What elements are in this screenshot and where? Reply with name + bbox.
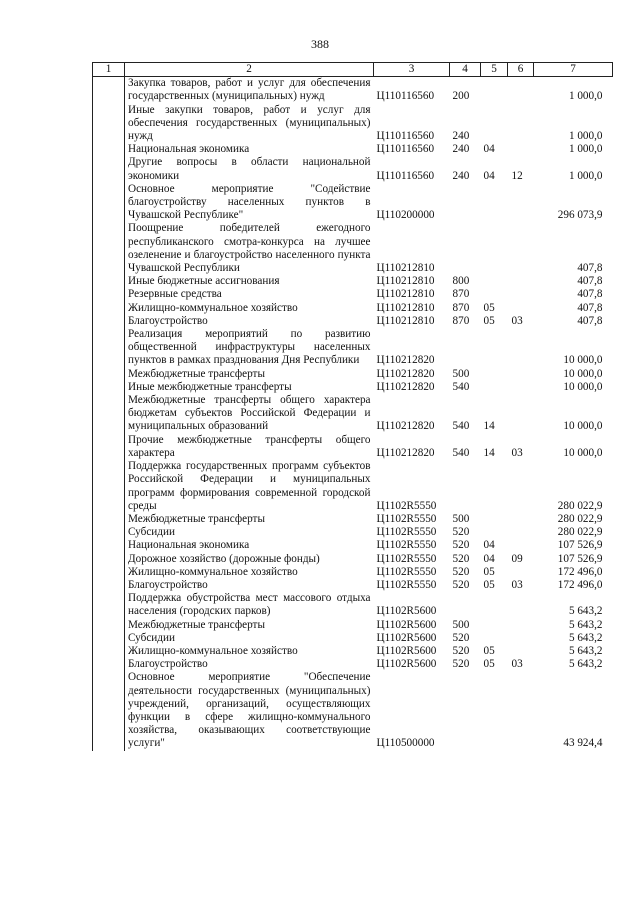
- row-col-1: [93, 288, 125, 301]
- row-subsection: 12: [511, 169, 523, 182]
- row-expense-type: 520: [452, 644, 470, 657]
- row-code: Ц110212820: [376, 367, 435, 380]
- row-expense-type: 870: [452, 301, 470, 314]
- table-row: [93, 645, 613, 658]
- row-expense-type: 500: [452, 618, 470, 631]
- row-name: Жилищно-коммунальное хозяйство: [128, 565, 298, 578]
- table-row: [93, 592, 613, 618]
- row-code: Ц110212820: [376, 354, 435, 367]
- row-code: Ц1102R5550: [376, 578, 437, 591]
- row-expense-type: 870: [452, 314, 470, 327]
- row-name: Межбюджетные трансферты: [128, 367, 265, 380]
- row-code: Ц110212810: [376, 301, 435, 314]
- row-section: [481, 275, 508, 288]
- row-subsection: 03: [511, 578, 523, 591]
- table-row: [93, 632, 613, 645]
- row-amount: 172 496,0: [557, 565, 603, 578]
- row-section: 05: [483, 578, 495, 591]
- row-amount: 296 073,9: [557, 209, 603, 222]
- row-section: [481, 619, 508, 632]
- row-subsection: [508, 671, 534, 750]
- row-col-1: [93, 645, 125, 658]
- table-row: [93, 275, 613, 288]
- row-section: [481, 526, 508, 539]
- row-name: Благоустройство: [128, 314, 208, 327]
- row-section: 05: [483, 565, 495, 578]
- row-amount: 10 000,0: [563, 446, 603, 459]
- row-section: [481, 222, 508, 275]
- row-col-1: [93, 328, 125, 368]
- row-expense-type: [450, 328, 481, 368]
- table-row: [93, 77, 613, 104]
- row-code: Ц110116560: [376, 90, 435, 103]
- row-amount: 107 526,9: [557, 552, 603, 565]
- row-name: Национальная экономика: [128, 143, 250, 156]
- header-col-2: 2: [125, 63, 374, 77]
- row-section: 04: [483, 552, 495, 565]
- page-number: 388: [311, 37, 329, 51]
- row-name: Дорожное хозяйство (дорожные фонды): [128, 552, 320, 565]
- row-name: Другие вопросы в области национальной экономики: [128, 156, 371, 182]
- row-name: Межбюджетные трансферты: [128, 512, 265, 525]
- row-subsection: [508, 381, 534, 394]
- row-expense-type: [450, 460, 481, 513]
- row-section: [481, 288, 508, 301]
- row-section: [481, 328, 508, 368]
- row-col-1: [93, 434, 125, 460]
- row-expense-type: 540: [452, 446, 470, 459]
- table-row: [93, 156, 613, 182]
- row-name: Межбюджетные трансферты общего характера бюджетам субъектов Российской Федерации и муниципальных образований: [128, 394, 371, 433]
- row-subsection: [508, 526, 534, 539]
- row-amount: 5 643,2: [568, 605, 603, 618]
- row-expense-type: 520: [452, 631, 470, 644]
- row-amount: 172 496,0: [557, 578, 603, 591]
- table-row: [93, 658, 613, 671]
- row-amount: 43 924,4: [563, 737, 603, 750]
- row-amount: 407,8: [577, 288, 603, 301]
- row-subsection: [508, 328, 534, 368]
- row-col-1: [93, 302, 125, 315]
- table-row: [93, 566, 613, 579]
- row-subsection: [508, 288, 534, 301]
- table-row: [93, 381, 613, 394]
- table-row: [93, 328, 613, 368]
- table-body: [93, 77, 613, 751]
- row-name: Субсидии: [128, 526, 175, 539]
- row-col-1: [93, 368, 125, 381]
- row-expense-type: 540: [452, 380, 470, 393]
- row-name: Жилищно-коммунальное хозяйство: [128, 644, 298, 657]
- row-expense-type: 800: [452, 275, 470, 288]
- row-amount: 280 022,9: [557, 526, 603, 539]
- header-col-6: 6: [508, 63, 534, 77]
- row-amount: 407,8: [577, 275, 603, 288]
- row-code: Ц110212820: [376, 380, 435, 393]
- row-name: Национальная экономика: [128, 539, 250, 552]
- row-expense-type: 520: [452, 526, 470, 539]
- row-code: Ц1102R5550: [376, 499, 437, 512]
- row-name: Иные закупки товаров, работ и услуг для обеспечения государственных (муниципальных) нужд: [128, 103, 371, 143]
- row-col-1: [93, 579, 125, 592]
- table-row: [93, 143, 613, 156]
- row-code: Ц110200000: [376, 209, 435, 222]
- row-expense-type: 870: [452, 288, 470, 301]
- row-section: 04: [483, 169, 495, 182]
- row-subsection: [508, 77, 534, 104]
- row-col-1: [93, 553, 125, 566]
- row-col-1: [93, 671, 125, 750]
- header-col-1: 1: [93, 63, 125, 77]
- table-row: [93, 434, 613, 460]
- row-section: [481, 513, 508, 526]
- row-col-1: [93, 460, 125, 513]
- row-code: Ц1102R5550: [376, 539, 437, 552]
- row-expense-type: 240: [452, 130, 470, 143]
- table-row: [93, 222, 613, 275]
- header-col-5: 5: [481, 63, 508, 77]
- row-subsection: [508, 632, 534, 645]
- row-code: Ц110116560: [376, 169, 435, 182]
- row-name: Поощрение победителей ежегодного республиканского смотра-конкурса на лучшее озеленение и благоустройство населенного пункта Чувашской Республики: [128, 222, 371, 275]
- row-code: Ц1102R5600: [376, 618, 437, 631]
- table-row: [93, 183, 613, 223]
- row-col-1: [93, 658, 125, 671]
- row-expense-type: [450, 183, 481, 223]
- row-name: Основное мероприятие "Обеспечение деятельности государственных (муниципальных) учреждений, организаций, осуществляющих функции в сфере жилищно-коммунального хозяйства, оказывающих соответствующие услуги": [128, 671, 371, 750]
- row-expense-type: [450, 592, 481, 618]
- row-section: 05: [483, 314, 495, 327]
- row-section: [481, 381, 508, 394]
- row-amount: 10 000,0: [563, 420, 603, 433]
- row-amount: 407,8: [577, 262, 603, 275]
- table-row: [93, 288, 613, 301]
- row-code: Ц110212820: [376, 446, 435, 459]
- row-amount: 1 000,0: [568, 130, 603, 143]
- row-expense-type: 240: [452, 169, 470, 182]
- row-code: Ц110212810: [376, 262, 435, 275]
- row-subsection: [508, 302, 534, 315]
- row-subsection: [508, 592, 534, 618]
- row-name: Благоустройство: [128, 578, 208, 591]
- row-code: Ц1102R5550: [376, 552, 437, 565]
- row-col-1: [93, 513, 125, 526]
- row-subsection: 03: [511, 314, 523, 327]
- row-name: Жилищно-коммунальное хозяйство: [128, 301, 298, 314]
- row-expense-type: 500: [452, 512, 470, 525]
- row-section: [481, 671, 508, 750]
- row-col-1: [93, 619, 125, 632]
- table-row: [93, 671, 613, 750]
- row-section: [481, 183, 508, 223]
- table-row: [93, 526, 613, 539]
- table-header: [93, 63, 613, 77]
- row-col-1: [93, 632, 125, 645]
- row-name: Поддержка обустройства мест массового отдыха населения (городских парков): [128, 592, 371, 618]
- row-section: 04: [483, 143, 495, 156]
- row-col-1: [93, 539, 125, 552]
- row-expense-type: [450, 671, 481, 750]
- row-code: Ц110500000: [376, 737, 435, 750]
- row-code: Ц110212810: [376, 288, 435, 301]
- row-col-1: [93, 183, 125, 223]
- row-name: Иные межбюджетные трансферты: [128, 380, 292, 393]
- row-name: Субсидии: [128, 631, 175, 644]
- table-row: [93, 460, 613, 513]
- row-subsection: [508, 222, 534, 275]
- table-row: [93, 368, 613, 381]
- row-expense-type: 520: [452, 658, 470, 671]
- row-section: [481, 104, 508, 144]
- row-expense-type: 540: [452, 420, 470, 433]
- row-subsection: 03: [511, 658, 523, 671]
- row-amount: 5 643,2: [568, 618, 603, 631]
- row-section: 05: [483, 644, 495, 657]
- row-subsection: [508, 539, 534, 552]
- row-expense-type: [450, 222, 481, 275]
- row-col-1: [93, 394, 125, 434]
- row-subsection: [508, 619, 534, 632]
- table-row: [93, 302, 613, 315]
- row-name: Закупка товаров, работ и услуг для обеспечения государственных (муниципальных) нужд: [128, 77, 371, 103]
- row-col-1: [93, 222, 125, 275]
- table-row: [93, 619, 613, 632]
- row-subsection: [508, 566, 534, 579]
- row-subsection: [508, 460, 534, 513]
- row-amount: 1 000,0: [568, 169, 603, 182]
- row-name: Иные бюджетные ассигнования: [128, 275, 280, 288]
- row-code: Ц1102R5600: [376, 605, 437, 618]
- row-name: Поддержка государственных программ субъектов Российской Федерации и муниципальных программ формирования современной городской среды: [128, 460, 371, 512]
- row-code: Ц110116560: [376, 130, 435, 143]
- row-section: [481, 368, 508, 381]
- row-subsection: [508, 394, 534, 434]
- row-subsection: 03: [511, 446, 523, 459]
- row-subsection: [508, 645, 534, 658]
- row-amount: 10 000,0: [563, 380, 603, 393]
- row-expense-type: 520: [452, 578, 470, 591]
- row-section: 04: [483, 539, 495, 552]
- row-code: Ц1102R5600: [376, 644, 437, 657]
- row-code: Ц1102R5600: [376, 631, 437, 644]
- row-col-1: [93, 381, 125, 394]
- row-amount: 10 000,0: [563, 367, 603, 380]
- row-expense-type: 520: [452, 552, 470, 565]
- row-col-1: [93, 526, 125, 539]
- table-row: [93, 315, 613, 328]
- row-code: Ц110212820: [376, 420, 435, 433]
- table-row: [93, 394, 613, 434]
- row-amount: 280 022,9: [557, 512, 603, 525]
- row-expense-type: 200: [452, 90, 470, 103]
- row-amount: 1 000,0: [568, 90, 603, 103]
- row-code: Ц1102R5550: [376, 565, 437, 578]
- row-section: [481, 592, 508, 618]
- row-col-1: [93, 104, 125, 144]
- row-col-1: [93, 315, 125, 328]
- row-name: Основное мероприятие "Содействие благоустройству населенных пунктов в Чувашской Республике": [128, 182, 371, 222]
- row-section: 14: [483, 446, 495, 459]
- row-subsection: [508, 183, 534, 223]
- row-code: Ц110212810: [376, 314, 435, 327]
- row-subsection: [508, 104, 534, 144]
- row-code: Ц1102R5550: [376, 512, 437, 525]
- row-section: [481, 460, 508, 513]
- row-name: Реализация мероприятий по развитию общественной инфраструктуры населенных пунктов в рамках празднования Дня Республики: [128, 328, 371, 367]
- row-subsection: 09: [511, 552, 523, 565]
- row-code: Ц110116560: [376, 143, 435, 156]
- table-row: [93, 539, 613, 552]
- table-row: [93, 553, 613, 566]
- row-subsection: [508, 143, 534, 156]
- table-row: [93, 513, 613, 526]
- row-amount: 5 643,2: [568, 644, 603, 657]
- row-section: [481, 632, 508, 645]
- table-row: [93, 579, 613, 592]
- row-expense-type: 240: [452, 143, 470, 156]
- row-code: Ц110212810: [376, 275, 435, 288]
- row-col-1: [93, 592, 125, 618]
- row-amount: 407,8: [577, 301, 603, 314]
- row-col-1: [93, 143, 125, 156]
- row-expense-type: 520: [452, 565, 470, 578]
- header-col-3: 3: [374, 63, 450, 77]
- row-col-1: [93, 275, 125, 288]
- row-col-1: [93, 77, 125, 104]
- row-name: Прочие межбюджетные трансферты общего характера: [128, 433, 371, 459]
- row-subsection: [508, 513, 534, 526]
- header-col-7: 7: [534, 63, 613, 77]
- row-name: Резервные средства: [128, 288, 222, 301]
- budget-table: [92, 62, 613, 751]
- row-amount: 407,8: [577, 314, 603, 327]
- row-amount: 5 643,2: [568, 631, 603, 644]
- row-section: [481, 77, 508, 104]
- row-expense-type: 520: [452, 539, 470, 552]
- row-subsection: [508, 368, 534, 381]
- row-code: Ц1102R5550: [376, 526, 437, 539]
- row-section: 14: [483, 420, 495, 433]
- row-code: Ц1102R5600: [376, 658, 437, 671]
- row-amount: 280 022,9: [557, 499, 603, 512]
- row-name: Межбюджетные трансферты: [128, 618, 265, 631]
- row-expense-type: 500: [452, 367, 470, 380]
- header-col-4: 4: [450, 63, 481, 77]
- row-amount: 5 643,2: [568, 658, 603, 671]
- row-amount: 10 000,0: [563, 354, 603, 367]
- row-amount: 1 000,0: [568, 143, 603, 156]
- row-section: 05: [483, 658, 495, 671]
- row-subsection: [508, 275, 534, 288]
- row-amount: 107 526,9: [557, 539, 603, 552]
- row-col-1: [93, 566, 125, 579]
- table-row: [93, 104, 613, 144]
- row-name: Благоустройство: [128, 658, 208, 671]
- row-col-1: [93, 156, 125, 182]
- row-section: 05: [483, 301, 495, 314]
